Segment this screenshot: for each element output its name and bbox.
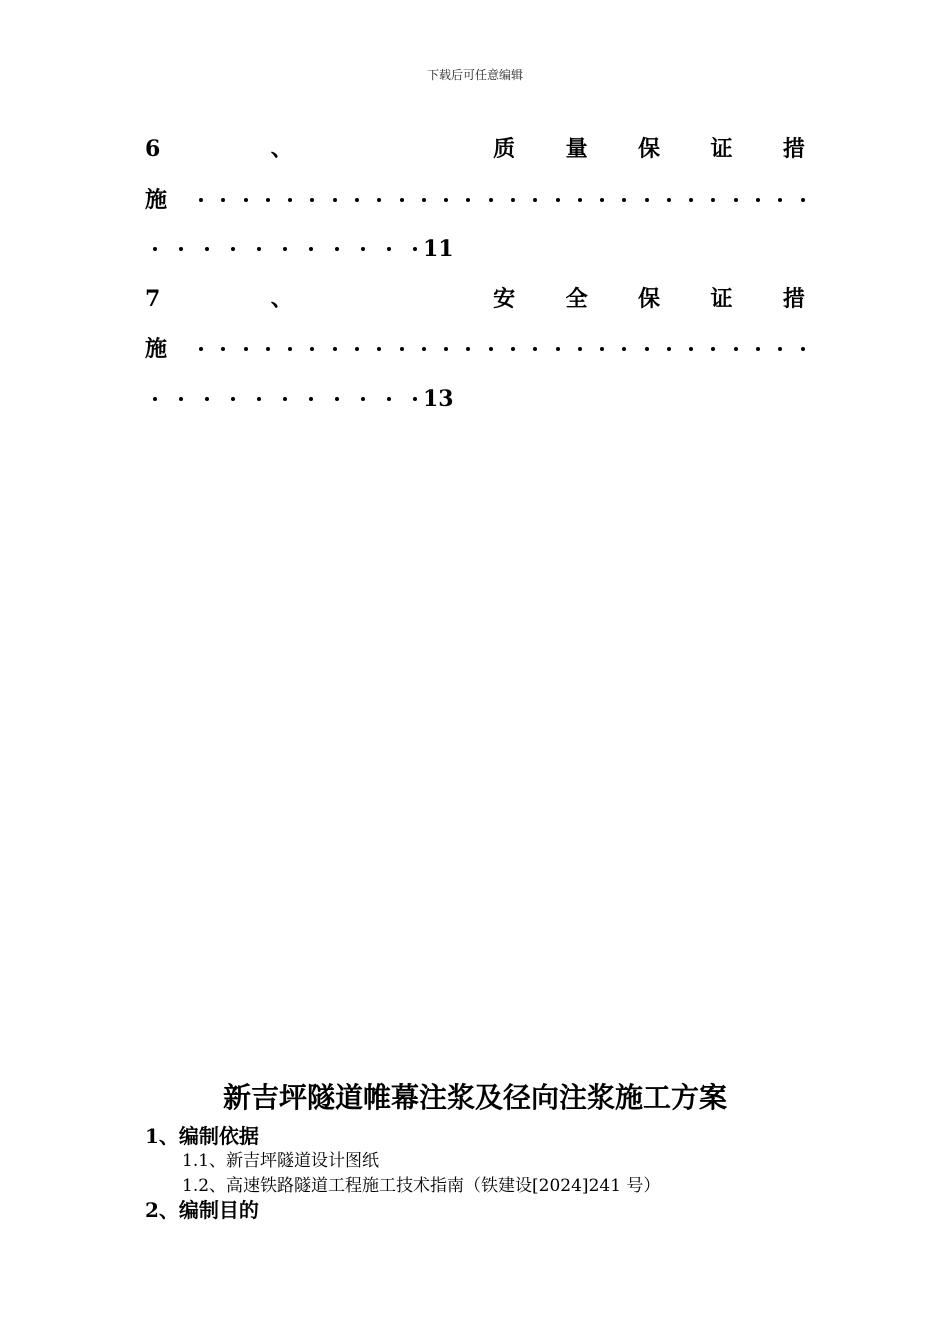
toc-char: 质 (493, 136, 516, 162)
toc-entry-7-line3 (145, 384, 805, 414)
toc-char: 保 (638, 136, 661, 162)
section-heading-2: 2、编制目的 (145, 1198, 259, 1222)
toc-number: 7 (145, 286, 161, 312)
toc-entry-6-line2 (145, 185, 805, 215)
toc-char: 施 (145, 187, 168, 213)
toc-number: 6 (145, 136, 161, 162)
toc-char: 措 (782, 286, 805, 312)
toc-entry-7-line2 (145, 334, 805, 364)
toc-char: 安 (493, 286, 516, 312)
document-title: 新吉坪隧道帷幕注浆及径向注浆施工方案 (222, 1081, 727, 1114)
page-header: 下载后可任意编辑 (426, 68, 523, 82)
toc-char: 全 (565, 286, 588, 312)
toc-entry-6-line1[interactable] (145, 134, 805, 164)
toc-separator: 、 (270, 286, 293, 312)
section-heading-1: 1、编制依据 (145, 1124, 259, 1148)
paragraph-item-2: 1.2、高速铁路隧道工程施工技术指南（铁建设[2024]241 号） (182, 1176, 661, 1196)
toc-page-number: 13 (423, 386, 454, 412)
toc-char: 量 (565, 136, 588, 162)
toc-leader-dots (199, 198, 805, 202)
toc-char: 措 (782, 136, 805, 162)
toc-char: 证 (710, 136, 733, 162)
toc-char: 施 (145, 336, 168, 362)
paragraph-item-1: 1.1、新吉坪隧道设计图纸 (182, 1151, 380, 1171)
toc-leader-dots (199, 347, 805, 351)
toc-separator: 、 (270, 136, 293, 162)
toc-char: 证 (710, 286, 733, 312)
toc-char: 保 (638, 286, 661, 312)
toc-page-number: 11 (423, 236, 454, 262)
toc-entry-6-line3 (145, 234, 805, 264)
toc-entry-7-line1[interactable] (145, 284, 805, 314)
